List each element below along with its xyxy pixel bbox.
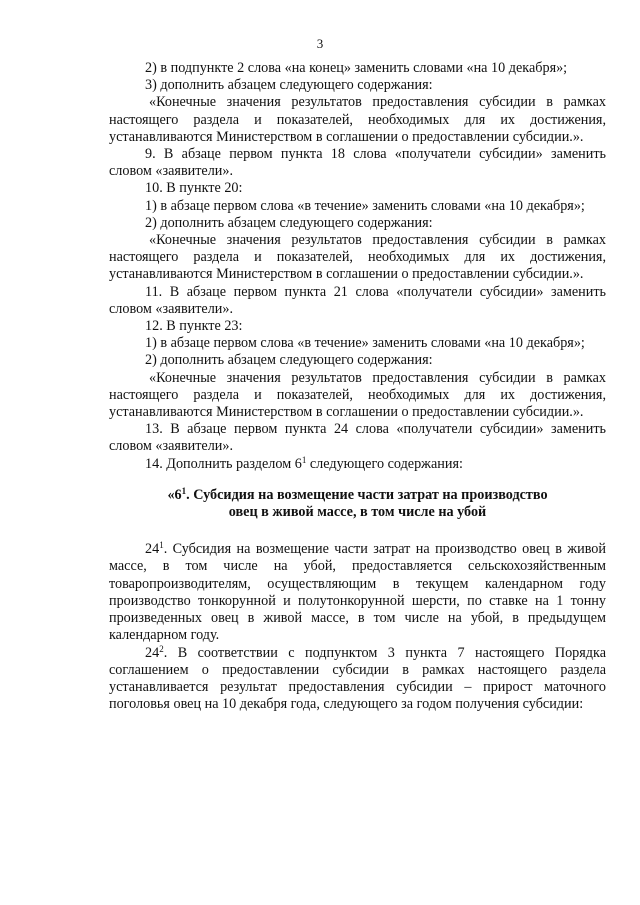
- amendment-paragraph: 1) в абзаце первом слова «в течение» заменить словами «на 10 декабря»;: [145, 335, 585, 352]
- paragraph-text: . В соответствии с подпунктом 3 пункта 7 настоящего Порядка соглашением о предоставлении субсидии в рамках настоящего раздела устанавливается результат предоставления субсидии – прирост маточного поголовья овец на 10 декабря года, следующего за годом получения субсидии:: [109, 644, 606, 713]
- amendment-paragraph: 1) в абзаце первом слова «в течение» заменить словами «на 10 декабря»;: [145, 197, 585, 214]
- superscript: 1: [181, 485, 187, 496]
- paragraph-text: следующего содержания:: [306, 455, 463, 472]
- section-title-line1: . Субсидия на возмещение части затрат на производство: [186, 486, 548, 503]
- amendment-paragraph: 10. В пункте 20:: [145, 180, 243, 197]
- amendment-paragraph: 3) дополнить абзацем следующего содержания:: [145, 77, 433, 94]
- quoted-paragraph: «Конечные значения результатов предоставления субсидии в рамках настоящего раздела и показателей, необходимых для их достижения, устанавливаются Министерством в соглашении о предоставлении субсидии.».: [109, 369, 606, 421]
- quoted-paragraph: «Конечные значения результатов предоставления субсидии в рамках настоящего раздела и показателей, необходимых для их достижения, устанавливаются Министерством в соглашении о предоставлении субсидии.».: [109, 94, 606, 145]
- section-title-prefix: «6: [167, 486, 182, 503]
- amendment-paragraph: 13. В абзаце первом пункта 24 слова «получатели субсидии» заменить словом «заявители».: [109, 421, 606, 455]
- document-body: [109, 60, 606, 713]
- section-paragraph: [109, 541, 606, 644]
- amendment-paragraph: 2) в подпункте 2 слова «на конец» заменить словами «на 10 декабря»;: [145, 60, 568, 76]
- section-title: [109, 487, 606, 521]
- amendment-paragraph: 9. В абзаце первом пункта 18 слова «получатели субсидии» заменить словом «заявители».: [109, 146, 606, 180]
- superscript: 1: [159, 540, 164, 551]
- amendment-paragraph: 11. В абзаце первом пункта 21 слова «получатели субсидии» заменить словом «заявители».: [109, 283, 606, 317]
- superscript: 2: [159, 643, 164, 654]
- clause-number: 24: [145, 644, 160, 661]
- section-title-line2: овец в живой массе, в том числе на убой: [228, 504, 487, 521]
- clause-number: 24: [145, 541, 160, 558]
- section-paragraph: [109, 645, 606, 714]
- superscript: 1: [301, 454, 307, 465]
- quoted-paragraph: «Конечные значения результатов предоставления субсидии в рамках настоящего раздела и показателей, необходимых для их достижения, устанавливаются Министерством в соглашении о предоставлении субсидии.».: [109, 232, 606, 283]
- paragraph-text: 14. Дополнить разделом 6: [145, 455, 302, 472]
- amendment-paragraph: 2) дополнить абзацем следующего содержания:: [145, 214, 433, 231]
- amendment-paragraph: 2) дополнить абзацем следующего содержания:: [145, 352, 433, 369]
- paragraph-text: . Субсидия на возмещение части затрат на производство овец в живой массе, в том числе на убой, предоставляется сельскохозяйственным товаропроизводителям, осуществляющим в текущем календарном году производство тонкорунной и полутонкорунной шерсти, по ставке на 1 тонну произведенных овец в живой массе, в том числе на убой, в предыдущем календарном году.: [109, 541, 606, 644]
- amendment-paragraph: [109, 456, 606, 473]
- page-number: 3: [316, 36, 324, 51]
- amendment-paragraph: 12. В пункте 23:: [145, 318, 243, 335]
